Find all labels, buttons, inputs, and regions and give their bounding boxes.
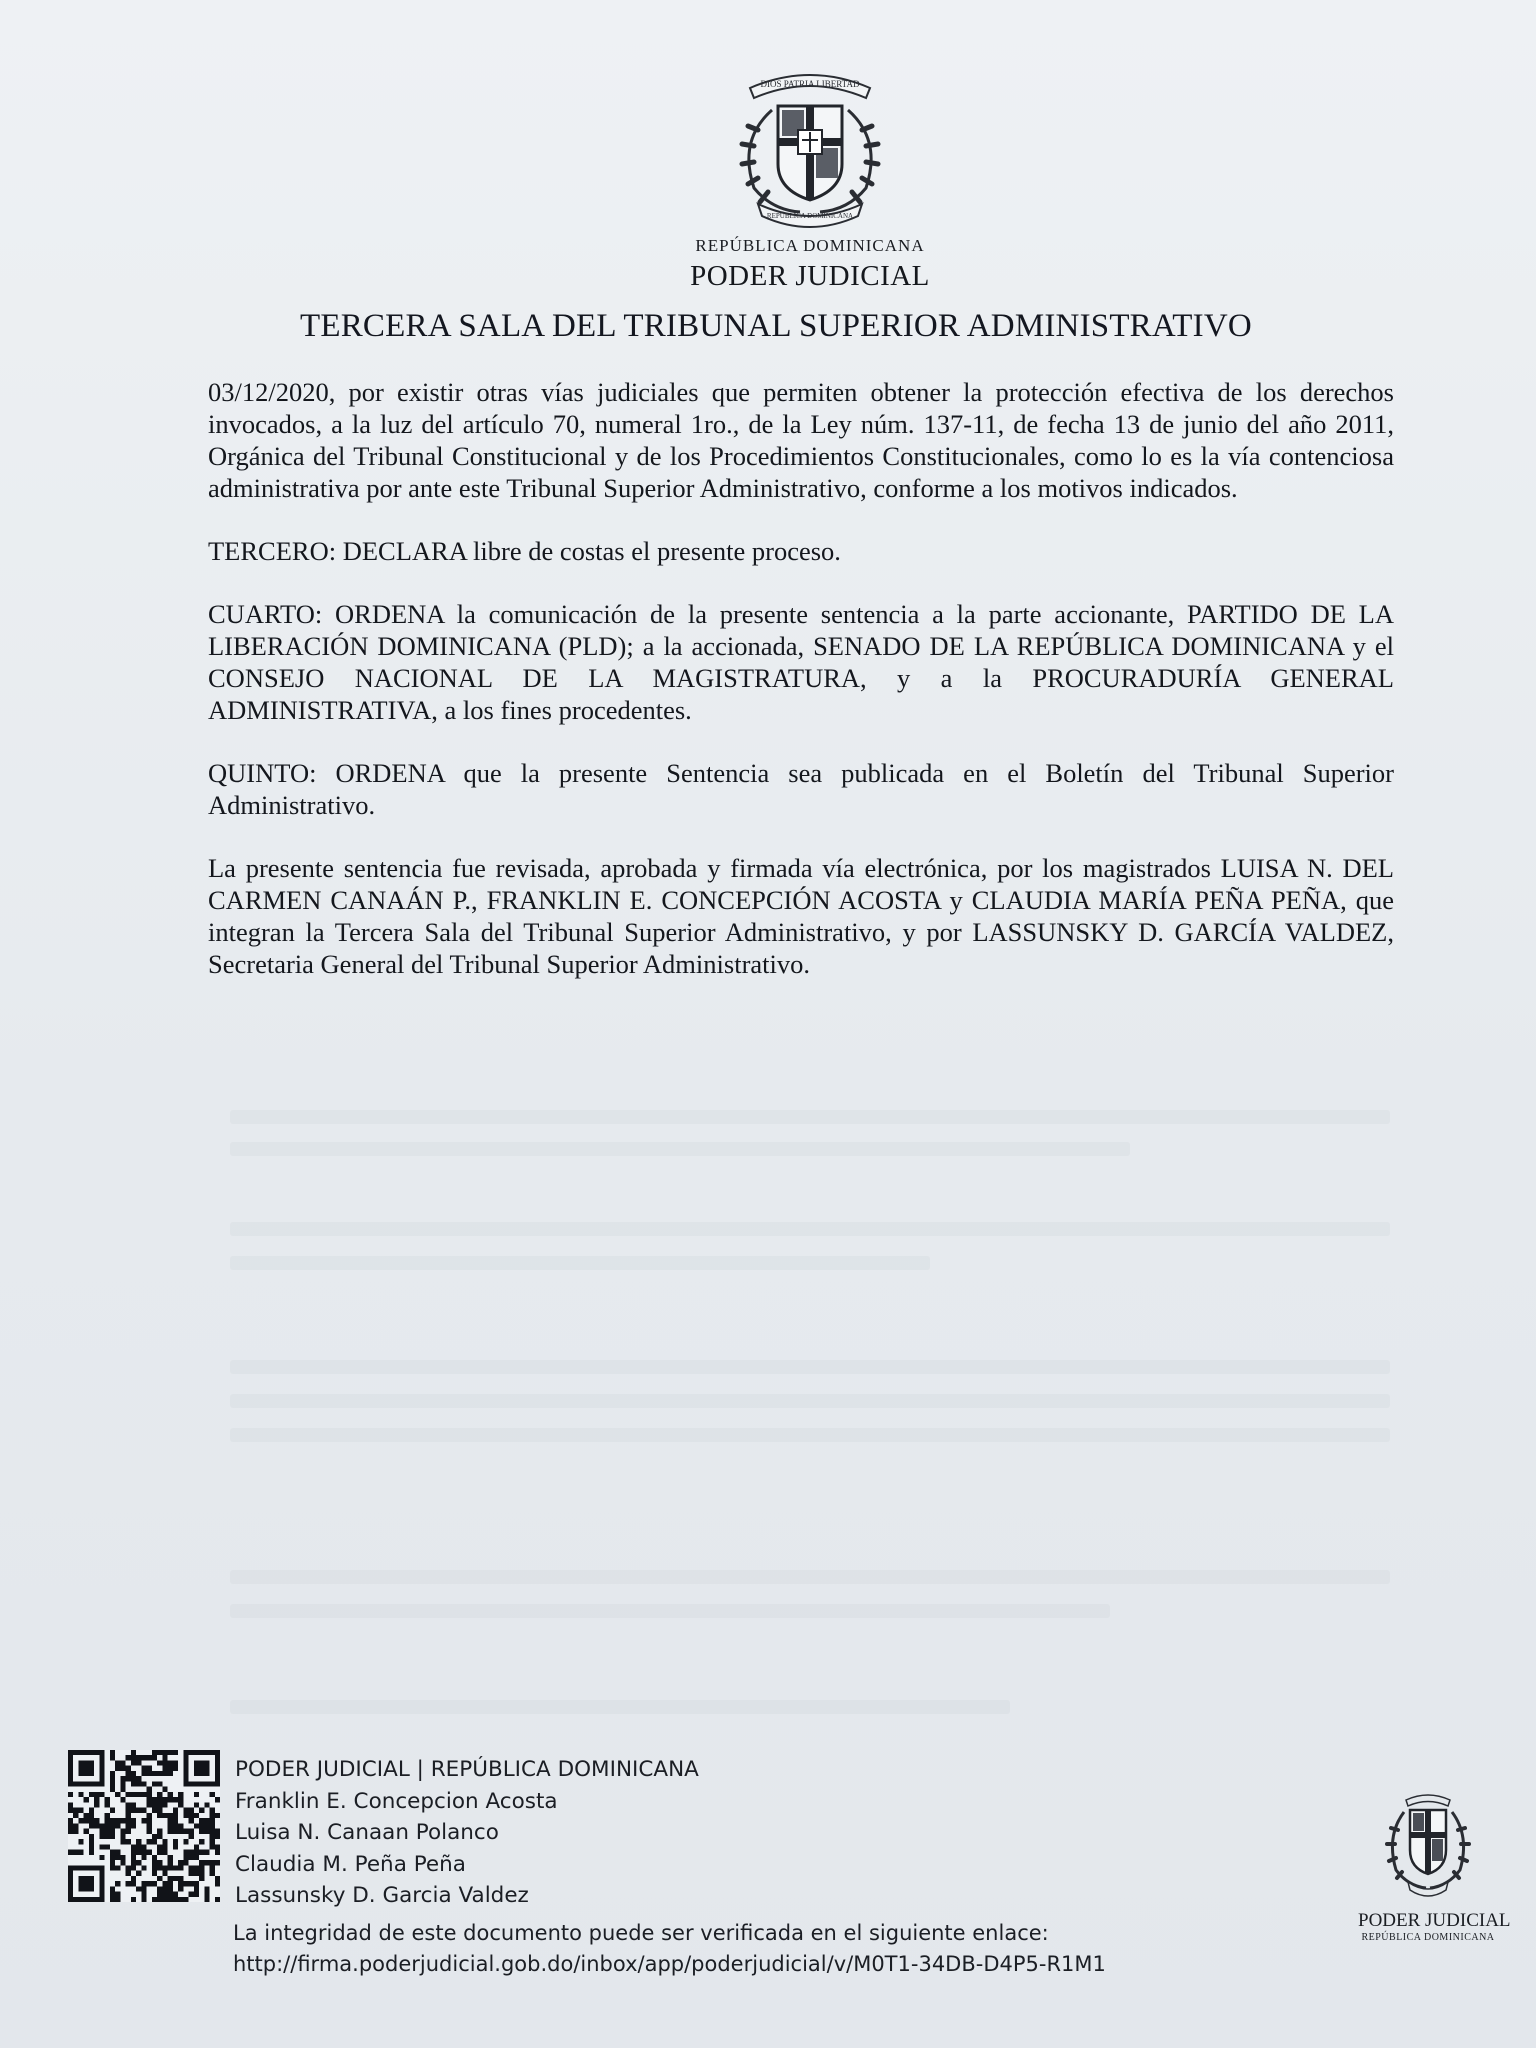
bleed-through	[230, 1604, 1110, 1618]
bleed-through	[230, 1394, 1390, 1408]
signature-footer	[68, 1750, 1511, 2010]
document-body	[208, 376, 1394, 1011]
page-title: TERCERA SALA DEL TRIBUNAL SUPERIOR ADMINISTRATIVO	[300, 308, 1252, 344]
coat-of-arms-icon	[1378, 1786, 1478, 1906]
verification-block	[233, 1918, 1106, 1980]
signers-block	[235, 1754, 699, 1912]
crest-ribbon: REPÚBLICA DOMINICANA	[766, 212, 854, 220]
paragraph-signatures: La presente sentencia fue revisada, aprobada y firmada vía electrónica, por los magistrados LUISA N. DEL CARMEN CANAÁN P., FRANKLIN E. CONCEPCIÓN ACOSTA y CLAUDIA MARÍA PEÑA PEÑA, que integran la Tercera Sala del Tribunal Superior Administrativo, y por LASSUNSKY D. GARCÍA VALDEZ, Secretaria General del Tribunal Superior Administrativo.	[208, 853, 1394, 979]
poder-judicial-label: PODER JUDICIAL	[690, 260, 930, 292]
document-header	[0, 60, 1536, 293]
org-line: PODER JUDICIAL | REPÚBLICA DOMINICANA	[235, 1757, 699, 1782]
crest-motto: DIOS PATRIA LIBERTAD	[760, 79, 860, 89]
paragraph-quinto: QUINTO: ORDENA que la presente Sentencia sea publicada en el Boletín del Tribunal Superior Administrativo.	[208, 758, 1394, 820]
bleed-through	[230, 1700, 1010, 1714]
signer-name: Claudia M. Peña Peña	[235, 1851, 466, 1877]
bleed-through	[230, 1428, 1390, 1442]
republica-label: REPÚBLICA DOMINICANA	[695, 236, 925, 255]
paragraph-continuation: 03/12/2020, por existir otras vías judiciales que permiten obtener la protección efectiva de los derechos invocados, a la luz del artículo 70, numeral 1ro., de la Ley núm. 137-11, de fecha 13 de junio del año 2011, Orgánica del Tribunal Constitucional y de los Procedimientos Constitucionales, como lo es la vía contenciosa administrativa por ante este Tribunal Superior Administrativo, conforme a los motivos indicados.	[208, 377, 1394, 503]
poder-judicial-logo	[1358, 1786, 1511, 1943]
bleed-through	[230, 1570, 1390, 1584]
logo-subtitle: REPÚBLICA DOMINICANA	[1361, 1932, 1495, 1943]
qr-code-icon[interactable]	[68, 1750, 220, 1902]
bleed-through	[230, 1222, 1390, 1236]
signer-name: Luisa N. Canaan Polanco	[235, 1820, 499, 1845]
coat-of-arms-icon	[710, 60, 910, 230]
logo-title: PODER JUDICIAL	[1358, 1910, 1511, 1931]
bleed-through	[230, 1110, 1390, 1124]
signer-name: Lassunsky D. Garcia Valdez	[235, 1883, 529, 1908]
bleed-through	[230, 1142, 1130, 1156]
signer-name: Franklin E. Concepcion Acosta	[235, 1788, 558, 1814]
paragraph-tercero: TERCERO: DECLARA libre de costas el presente proceso.	[208, 536, 841, 566]
verification-link[interactable]: http://firma.poderjudicial.gob.do/inbox/app/poderjudicial/v/M0T1-34DB-D4P5-R1M1	[233, 1952, 1106, 1976]
bleed-through	[230, 1256, 930, 1270]
paragraph-cuarto: CUARTO: ORDENA la comunicación de la presente sentencia a la parte accionante, PARTIDO DE LA LIBERACIÓN DOMINICANA (PLD); a la accionada, SENADO DE LA REPÚBLICA DOMINICANA y el CONSEJO NACIONAL DE LA MAGISTRATURA, y a la PROCURADURÍA GENERAL ADMINISTRATIVA, a los fines procedentes.	[208, 599, 1394, 725]
verification-text: La integridad de este documento puede ser verificada en el siguiente enlace:	[233, 1921, 1049, 1945]
bleed-through	[230, 1360, 1390, 1374]
